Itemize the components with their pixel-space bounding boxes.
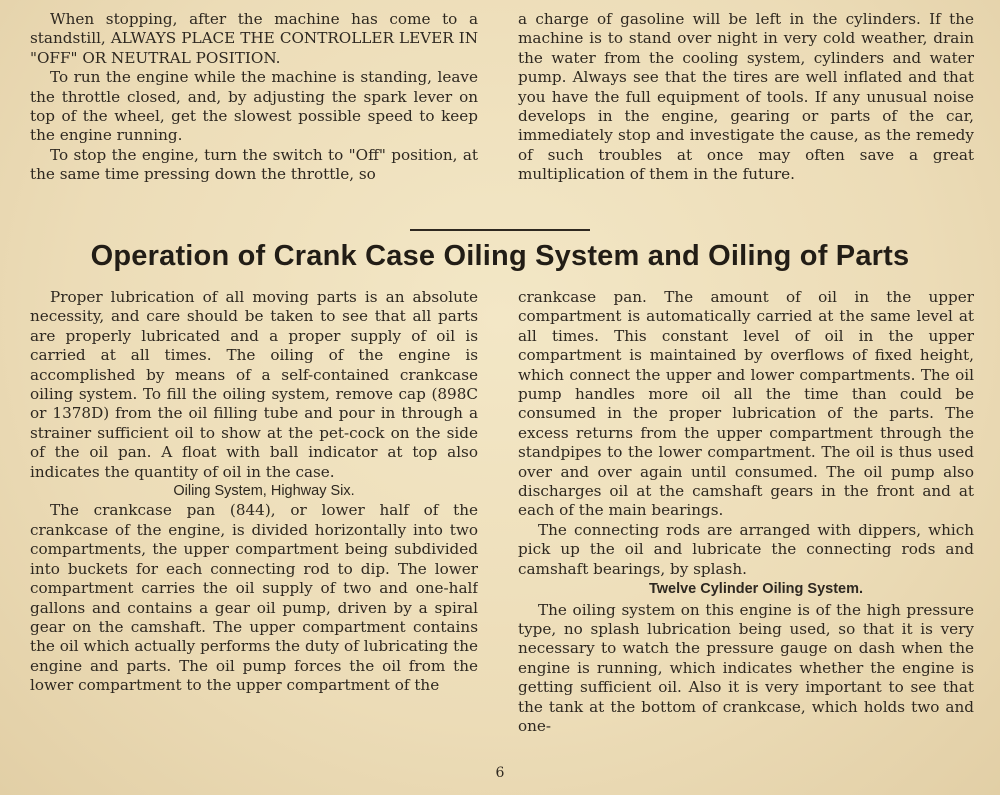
section-divider <box>410 229 590 231</box>
subheading-highway-six: Oiling System, Highway Six. <box>173 483 355 500</box>
page-number: 6 <box>495 765 505 781</box>
section-title: Operation of Crank Case Oiling System and Oiling of Parts <box>90 240 910 272</box>
paragraph-high-pressure: The oiling system on this engine is of the high pressure type, no splash lubrication being used, so that it is very necessary to watch the pressure gauge on dash when the engine is running, which indicates whether the engine is getting sufficient oil. Also it is very important to see that the tank at the bottom of crankcase, which holds two and one- <box>518 600 974 735</box>
bottom-right-column <box>518 288 974 758</box>
paragraph-idle: To run the engine while the machine is standing, leave the throttle closed, and, by adjusting the spark lever on top of the wheel, get the slowest possible speed to keep the engine running. <box>30 68 478 145</box>
top-left-column <box>30 10 478 222</box>
top-right-column <box>518 10 974 222</box>
paragraph-crankcase-pan: The crankcase pan (844), or lower half of the crankcase of the engine, is divided horizontally into two compartments, the upper compartment being subdivided into buckets for each connecting rod to dip. The lower compartment carries the oil supply of two and one-half gallons and contains a gear oil pump, driven by a spiral gear on the camshaft. The upper compartment contains the oil which actually performs the duty of lubricating the engine and parts. The oil pump forces the oil from the lower compartment to the upper compartment of the <box>30 501 478 695</box>
subheading-twelve-cylinder: Twelve Cylinder Oiling System. <box>648 581 864 598</box>
paragraph-continuation: a charge of gasoline will be left in the cylinders. If the machine is to stand over night in very cold weather, drain the water from the cooling system, cylinders and water pump. Always see that the tires are well inflated and that you have the full equipment of tools. If any unusual noise develops in the engine, gearing or parts of the car, immediately stop and investigate the cause, as the remedy of such troubles at once may often save a great multiplication of them in the future. <box>518 10 974 184</box>
paragraph-stop-engine: To stop the engine, turn the switch to "Off" position, at the same time pressing down the throttle, so <box>30 145 478 184</box>
bottom-left-column <box>30 288 478 758</box>
paragraph-lubrication: Proper lubrication of all moving parts is an absolute necessity, and care should be taken to see that all parts are properly lubricated and a proper supply of oil is carried at all times. The oiling of the engine is accomplished by means of a self-contained crankcase oiling system. To fill the oiling system, remove cap (898C or 1378D) from the oil filling tube and pour in through a strainer sufficient oil to show at the pet-cock on the side of the oil pan. A float with ball indicator at top also indicates the quantity of oil in the case. <box>30 288 478 481</box>
paragraph-connecting-rods: The connecting rods are arranged with dippers, which pick up the oil and lubricate the connecting rods and camshaft bearings, by splash. <box>518 520 974 578</box>
paragraph-oil-level: crankcase pan. The amount of oil in the upper compartment is automatically carried at the same level at all times. This constant level of oil in the upper compartment is maintained by overflows of fixed height, which connect the upper and lower compartments. The oil pump handles more oil all the time than could be consumed in the proper lubrication of the parts. The excess returns from the upper compartment through the standpipes to the lower compartment. The oil is thus used over and over again until consumed. The oil pump also discharges oil at the camshaft gears in the front and at each of the main bearings. <box>518 288 974 520</box>
paragraph-stopping: When stopping, after the machine has come to a standstill, ALWAYS PLACE THE CONTROLLER LEVER IN "OFF" OR NEUTRAL POSITION. <box>30 10 478 67</box>
